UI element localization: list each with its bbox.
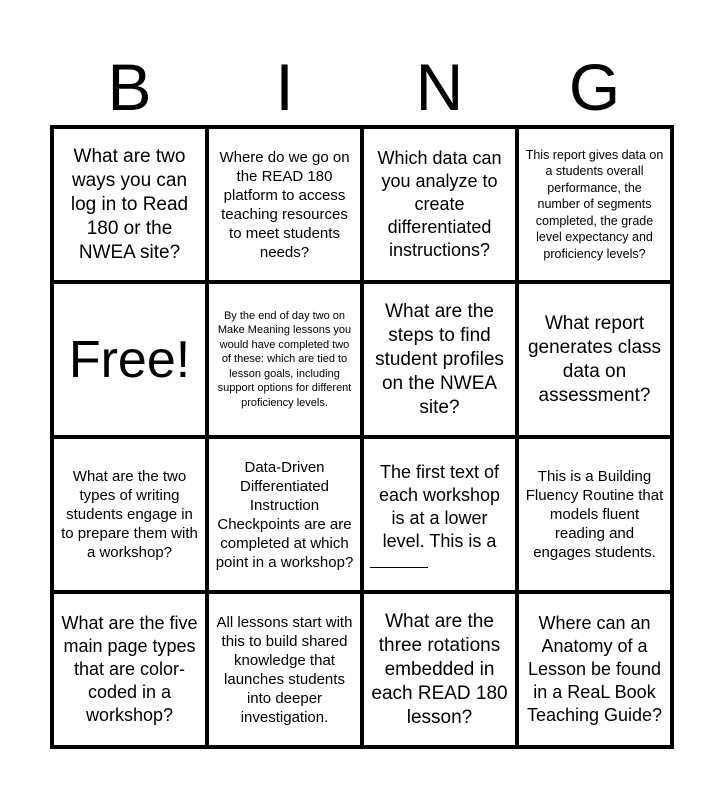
cell-text: What are the three rotations embedded in each READ 180 lesson?: [371, 610, 508, 728]
cell-text: Which data can you analyze to create differentiated instructions?: [377, 148, 502, 260]
header-letter-i: I: [275, 50, 294, 124]
cell-text: Where do we go on the READ 180 platform to access teaching resources to meet students needs?: [219, 148, 350, 261]
free-text: Free!: [68, 330, 191, 389]
bingo-cell[interactable]: [52, 592, 207, 747]
bingo-cell[interactable]: [362, 592, 517, 747]
bingo-cell[interactable]: [517, 127, 672, 282]
cell-text: All lessons start with this to build shared knowledge that launches students into deeper investigation.: [216, 613, 353, 726]
bingo-cell[interactable]: [517, 437, 672, 592]
answer-blank: [370, 553, 428, 568]
cell-text: What are the two types of writing students engage in to prepare them with a workshop?: [61, 468, 198, 561]
bingo-cell[interactable]: [52, 437, 207, 592]
bingo-cell[interactable]: [207, 127, 362, 282]
cell-text: By the end of day two on Make Meaning lessons you would have completed two of these: which are tied to lesson goals, including support options for different proficiency levels.: [217, 309, 352, 409]
cell-text: This is a Building Fluency Routine that models fluent reading and engages students.: [525, 468, 664, 561]
cell-text: Where can an Anatomy of a Lesson be found in a ReaL Book Teaching Guide?: [526, 613, 663, 725]
bingo-cell[interactable]: [362, 437, 517, 592]
bingo-cell[interactable]: [207, 592, 362, 747]
cell-text: Data-Driven Differentiated Instruction Checkpoints are are completed at which point in a workshop?: [215, 458, 354, 571]
bingo-cell[interactable]: [52, 127, 207, 282]
cell-text: The first text of each workshop is at a lower level. This is a: [378, 462, 501, 551]
cell-text: What are two ways you can log in to Read 180 or the NWEA site?: [70, 145, 189, 263]
bingo-cell[interactable]: [207, 437, 362, 592]
cell-text: This report gives data on a students overall performance, the number of segments completed, the grade level expectancy and proficiency levels?: [525, 147, 664, 261]
bingo-cell[interactable]: [207, 282, 362, 437]
header-letter-g: G: [568, 50, 621, 124]
bingo-cell[interactable]: [517, 592, 672, 747]
header-letter-n: N: [415, 50, 464, 124]
bingo-cell[interactable]: [362, 282, 517, 437]
cell-text: What are the steps to find student profiles on the NWEA site?: [375, 300, 504, 418]
cell-text: What report generates class data on assessment?: [527, 312, 662, 406]
bingo-card: [50, 125, 674, 749]
bingo-header: [52, 52, 672, 122]
free-space[interactable]: [52, 282, 207, 437]
header-letter-b: B: [107, 50, 152, 124]
bingo-cell[interactable]: [517, 282, 672, 437]
cell-text-wrap: [370, 461, 509, 568]
bingo-cell[interactable]: [362, 127, 517, 282]
cell-text: What are the five main page types that are color-coded in a workshop?: [61, 613, 198, 725]
